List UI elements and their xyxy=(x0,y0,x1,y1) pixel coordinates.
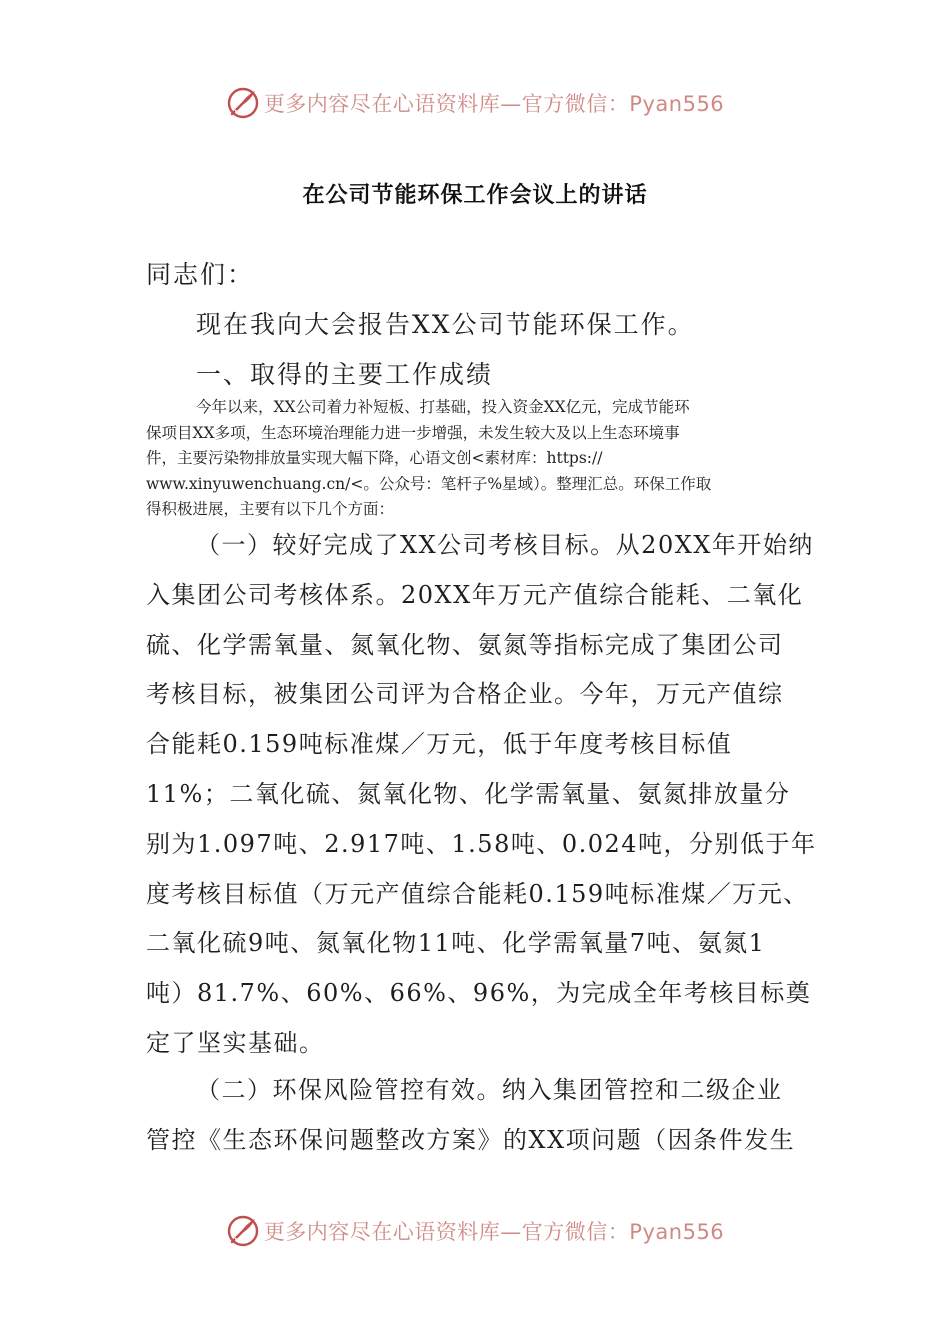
summary-line: 得积极进展，主要有以下几个方面： xyxy=(146,500,395,518)
header-watermark-text: 更多内容尽在心语资料库—官方微信：Pyan556 xyxy=(263,92,725,116)
point-one-paragraph xyxy=(146,521,826,1069)
footer-watermark-banner xyxy=(0,1211,950,1251)
body-line: 别为1.097吨、2.917吨、1.58吨、0.024吨，分别低于年 xyxy=(146,829,817,858)
point-two-paragraph xyxy=(146,1066,826,1166)
body-line: 考核目标，被集团公司评为合格企业。今年，万元产值综 xyxy=(146,680,784,709)
summary-line: 保项目XX多项，生态环境治理能力进一步增强，未发生较大及以上生态环境事 xyxy=(146,423,680,442)
summary-line: 件，主要污染物排放量实现大幅下降，心语文创<素材库：https:// xyxy=(146,449,603,467)
body-line: 定了坚实基础。 xyxy=(146,1028,325,1057)
summary-line: 今年以来，XX公司着力补短板、打基础，投入资金XX亿元，完成节能环 xyxy=(196,398,690,416)
body-line: （二）环保风险管控有效。纳入集团管控和二级企业 xyxy=(196,1076,783,1104)
section-heading: 一、取得的主要工作成绩 xyxy=(196,360,494,389)
footer-watermark-text: 更多内容尽在心语资料库—官方微信：Pyan556 xyxy=(263,1220,725,1244)
body-line: 度考核目标值（万元产值综合能耗0.159吨标准煤／万元、 xyxy=(146,879,809,908)
summary-line: www.xinyuwenchuang.cn/<。公众号：笔杆子%星域）。整理汇总。环保工作取 xyxy=(146,474,712,493)
body-line: 硫、化学需氧量、氮氧化物、氨氮等指标完成了集团公司 xyxy=(146,630,784,659)
body-line: 入集团公司考核体系。20XX年万元产值综合能耗、二氧化 xyxy=(146,580,804,609)
salutation: 同志们： xyxy=(146,260,255,289)
body-line: 合能耗0.159吨标准煤／万元，低于年度考核目标值 xyxy=(146,730,733,759)
header-watermark-banner xyxy=(0,83,950,123)
document-title: 在公司节能环保工作会议上的讲话 xyxy=(302,183,648,208)
body-line: （一）较好完成了XX公司考核目标。从20XX年开始纳 xyxy=(196,531,814,559)
body-line: 吨）81.7%、60%、66%、96%，为完成全年考核目标奠 xyxy=(146,979,812,1008)
intro-paragraph: 现在我向大会报告XX公司节能环保工作。 xyxy=(196,310,695,339)
summary-paragraph xyxy=(146,395,806,523)
body-line: 二氧化硫9吨、氮氧化物11吨、化学需氧量7吨、氨氮1 xyxy=(146,929,766,958)
quill-logo-icon xyxy=(226,1214,260,1248)
body-line: 管控《生态环保问题整改方案》的XX项问题（因条件发生 xyxy=(146,1125,796,1154)
quill-logo-icon xyxy=(226,86,260,120)
body-line: 11%；二氧化硫、氮氧化物、化学需氧量、氨氮排放量分 xyxy=(146,779,791,808)
